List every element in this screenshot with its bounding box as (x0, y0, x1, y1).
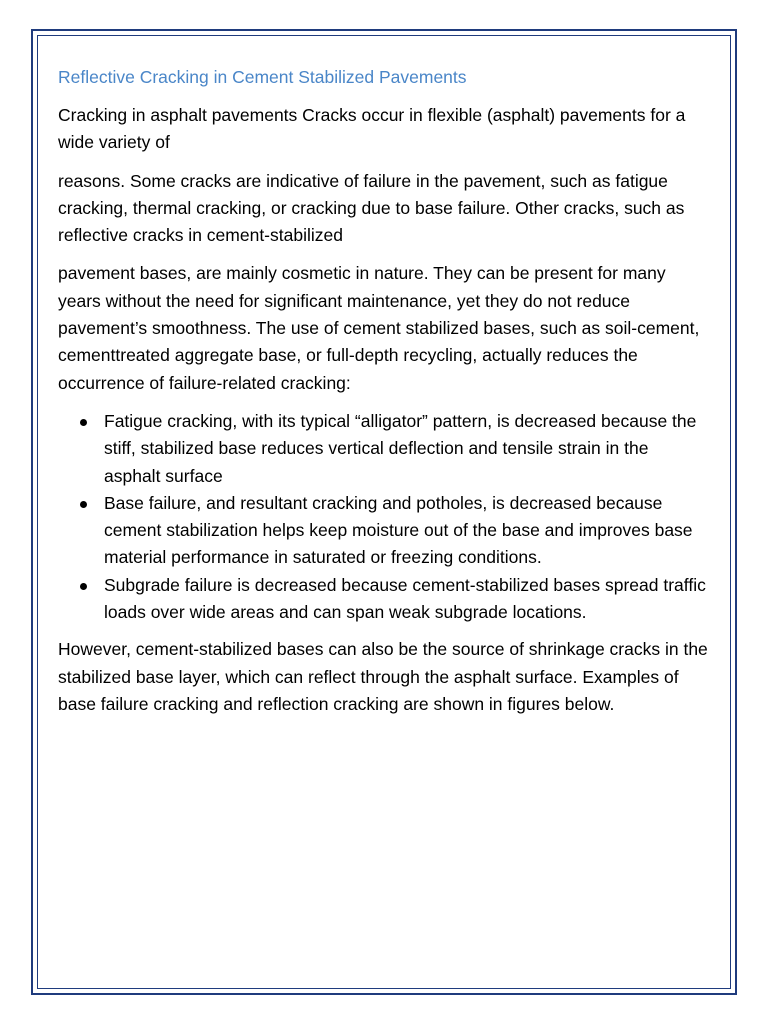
bullet-text: Subgrade failure is decreased because cement-stabilized bases spread traffic loads over wide areas and can span weak subgrade locations. (104, 574, 706, 623)
bullet-dot-icon (80, 583, 87, 590)
paragraph-intro: Cracking in asphalt pavements Cracks occur in flexible (asphalt) pavements for a wide variety of (58, 105, 686, 153)
paragraph-closing: However, cement-stabilized bases can also be the source of shrinkage cracks in the stabilized base layer, which can reflect through the asphalt surface. Examples of base failure cracking and reflection cracking are shown in figures below. (58, 639, 708, 714)
paragraph-reasons: reasons. Some cracks are indicative of failure in the pavement, such as fatigue cracking, thermal cracking, or cracking due to base failure. Other cracks, such as reflective cracks in cement-stabilized (58, 170, 685, 246)
bullet-item-subgrade (58, 572, 708, 627)
paragraph-bases: pavement bases, are mainly cosmetic in nature. They can be present for many years without the need for significant maintenance, yet they do not reduce pavement’s smoothness. The use of cement stabilized bases, such as soil-cement, cementtreated aggregate base, or full-depth recycling, actually reduces the occurrence of failure-related cracking: (58, 263, 700, 393)
bullet-item-fatigue (58, 408, 708, 490)
bullet-item-base-failure (58, 490, 708, 572)
document-body (58, 64, 708, 729)
bullet-dot-icon (80, 419, 87, 426)
bullet-text: Base failure, and resultant cracking and potholes, is decreased because cement stabilization helps keep moisture out of the base and improves base material performance in saturated or freezing conditions. (104, 492, 693, 568)
bullet-text: Fatigue cracking, with its typical “alligator” pattern, is decreased because the stiff, stabilized base reduces vertical deflection and tensile strain in the asphalt surface (104, 410, 697, 486)
bullet-list (58, 408, 708, 626)
document-title: Reflective Cracking in Cement Stabilized Pavements (58, 67, 467, 87)
bullet-dot-icon (80, 501, 87, 508)
